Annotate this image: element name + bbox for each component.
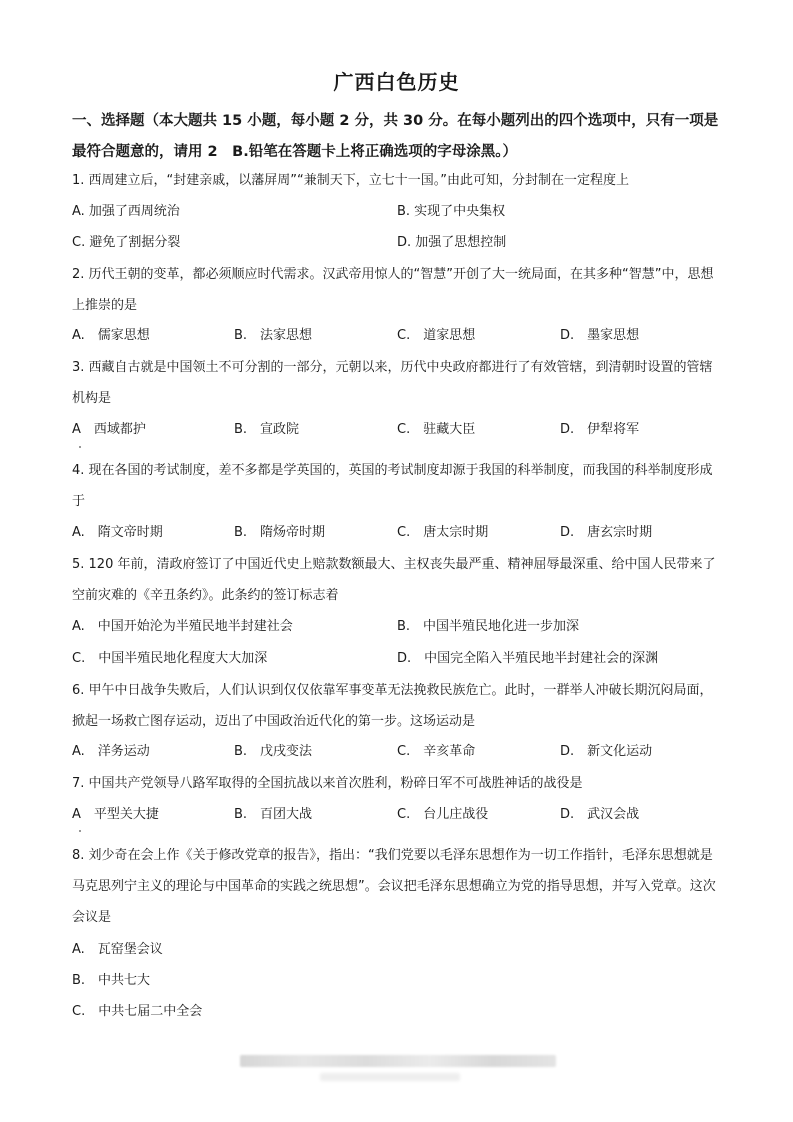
scan-mark — [79, 830, 81, 832]
option-row — [72, 617, 724, 637]
question-stem: 3. 西藏自古就是中国领土不可分割的一部分，元朝以来，历代中央政府都进行了有效管辖，到清朝时设置的管辖机构是 — [72, 360, 713, 406]
option-c: C. 唐太宗时期 — [397, 525, 489, 540]
option-row — [72, 420, 724, 440]
option-c: C. 驻藏大臣 — [397, 422, 476, 437]
option-a: A 西域都护 — [72, 422, 146, 437]
option-row — [72, 742, 724, 762]
section-heading: 一、选择题（本大题共 15 小题，每小题 2 分，共 30 分。在每小题列出的四个选项中，只有一项是最符合题意的，请用 2 B.铅笔在答题卡上将正确选项的字母涂黑。） — [72, 113, 719, 160]
option-row — [72, 649, 724, 669]
question-stem: 4. 现在各国的考试制度，差不多都是学英国的，英国的考试制度却源于我国的科举制度，而我国的科举制度形成于 — [72, 463, 713, 509]
option-row — [72, 202, 724, 222]
option-c: C. 中共七届二中全会 — [72, 1004, 203, 1019]
blurred-footer-watermark — [240, 1055, 556, 1067]
option-c: C. 道家思想 — [397, 328, 476, 343]
option-b: B. 中共七大 — [72, 973, 151, 988]
option-a: A. 瓦窑堡会议 — [72, 942, 163, 957]
option-b: B. 宣政院 — [234, 422, 300, 437]
question-stem: 6. 甲午中日战争失败后，人们认识到仅仅依靠军事变革无法挽救民族危亡。此时，一群举人冲破长期沉闷局面，掀起一场救亡图存运动，迈出了中国政治近代化的第一步。这场运动是 — [72, 683, 713, 729]
option-b: B. 百团大战 — [234, 807, 313, 822]
option-a: A 平型关大捷 — [72, 807, 159, 822]
option-d: D. 伊犁将军 — [560, 422, 640, 437]
option-d: D. 唐玄宗时期 — [560, 525, 653, 540]
question-stem: 2. 历代王朝的变革，都必须顺应时代需求。汉武帝用惊人的“智慧”开创了大一统局面，在其多种“智慧”中，思想上推崇的是 — [72, 267, 714, 313]
option-c: C. 辛亥革命 — [397, 744, 476, 759]
option-d: D. 中国完全陷入半殖民地半封建社会的深渊 — [397, 651, 659, 666]
question-stem: 5. 120 年前，清政府签订了中国近代史上赔款数额最大、主权丧失最严重、精神屈辱最深重、给中国人民带来了空前灾难的《辛丑条约》。此条约的签订标志着 — [72, 557, 716, 603]
page-title: 广西白色历史 — [333, 70, 460, 94]
option-c: C. 中国半殖民地化程度大大加深 — [72, 651, 268, 666]
option-c: C. 台儿庄战役 — [397, 807, 489, 822]
option-a: A. 儒家思想 — [72, 328, 150, 343]
option-a: A. 洋务运动 — [72, 744, 150, 759]
option-d: D. 加强了思想控制 — [397, 235, 507, 250]
option-a: A. 隋文帝时期 — [72, 525, 163, 540]
question-stem: 7. 中国共产党领导八路军取得的全国抗战以来首次胜利，粉碎日军不可战胜神话的战役是 — [72, 776, 583, 791]
option-d: D. 新文化运动 — [560, 744, 653, 759]
option-row — [72, 233, 724, 253]
option-row — [72, 805, 724, 825]
question-stem: 8. 刘少奇在会上作《关于修改党章的报告》，指出：“我们党要以毛泽东思想作为一切工作指针，毛泽东思想就是马克思列宁主义的理论与中国革命的实践之统思想”。会议把毛泽东思想确立为党的指导思想，并写入党章。这次会议是 — [72, 848, 716, 925]
option-row — [72, 326, 724, 346]
option-b: B. 中国半殖民地化进一步加深 — [397, 619, 580, 634]
option-b: B. 隋炀帝时期 — [234, 525, 326, 540]
option-b: B. 实现了中央集权 — [397, 204, 506, 219]
option-b: B. 法家思想 — [234, 328, 313, 343]
option-d: D. 墨家思想 — [560, 328, 640, 343]
option-c: C. 避免了割据分裂 — [72, 235, 181, 250]
blurred-footer-watermark-secondary — [320, 1073, 460, 1081]
option-a: A. 中国开始沦为半殖民地半封建社会 — [72, 619, 293, 634]
option-row — [72, 523, 724, 543]
scan-mark — [79, 446, 81, 448]
option-a: A. 加强了西周统治 — [72, 204, 180, 219]
question-stem: 1. 西周建立后，“封建亲戚，以藩屏周”“兼制天下，立七十一国。”由此可知，分封制在一定程度上 — [72, 173, 629, 188]
option-b: B. 戊戌变法 — [234, 744, 313, 759]
option-d: D. 武汉会战 — [560, 807, 640, 822]
